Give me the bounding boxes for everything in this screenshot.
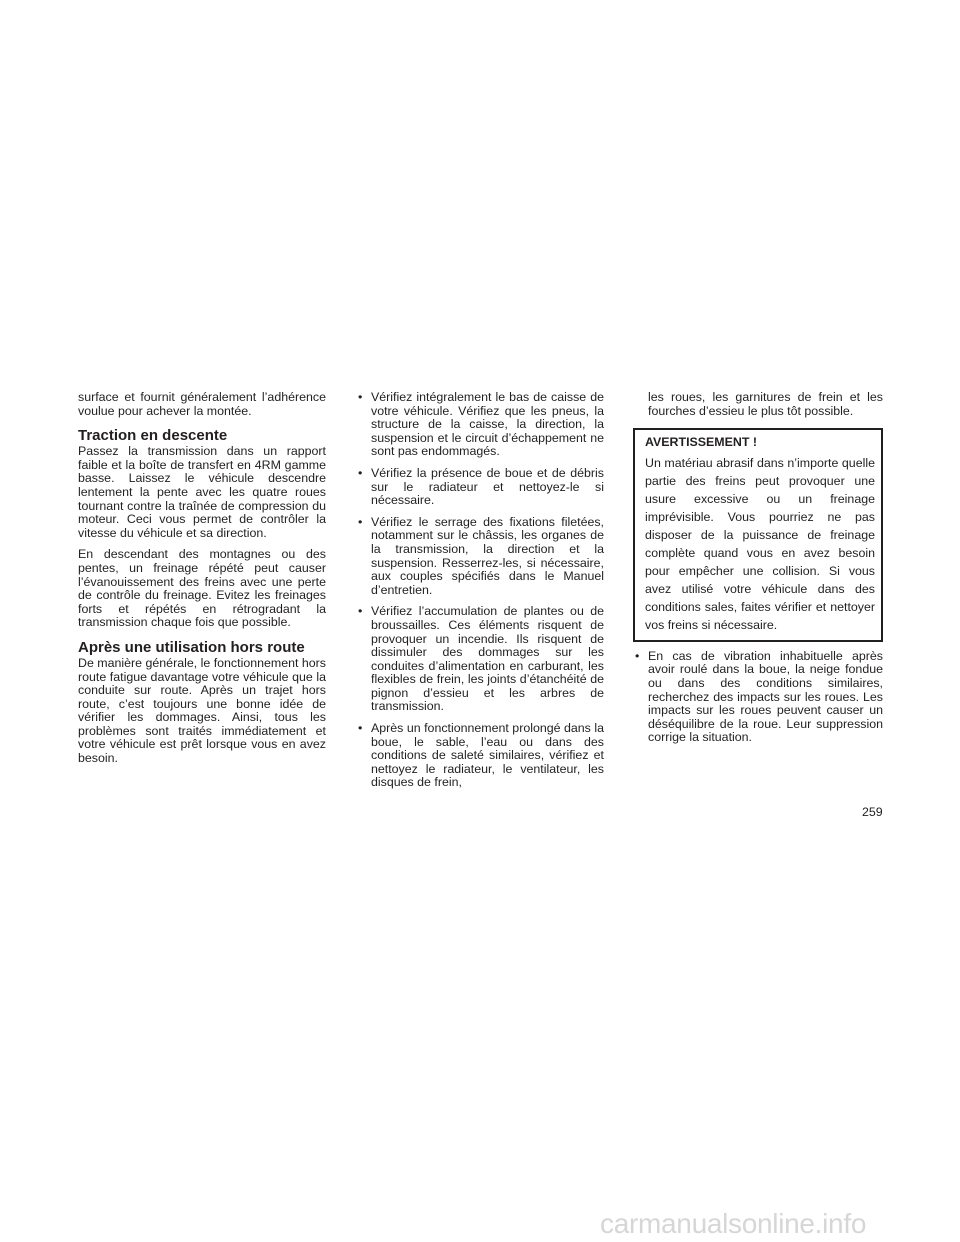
bullet-icon: • <box>358 514 363 529</box>
page-number: 259 <box>862 805 883 819</box>
heading-apres-hors-route: Après une utilisation hors route <box>78 638 305 656</box>
list-item <box>356 516 604 598</box>
bullet-icon: • <box>358 604 363 619</box>
list-item-text: Vérifiez la présence de boue et de débris sur le radiateur et nettoyez-le si nécessaire. <box>371 465 604 508</box>
bullet-list <box>633 650 883 745</box>
bullet-icon: • <box>358 390 363 404</box>
list-item-text: Vérifiez l’accumulation de plantes ou de broussailles. Ces éléments risquent de provoquer un incendie. Ils risquent de dissimuler des dommages sur les conduites d’alimentation en carburant, les flexibles de frein, les joints d’étanchéité de pignon d’essieu et les arbres de transmission. <box>371 604 604 714</box>
paragraph: En descendant des montagnes ou des pentes, un freinage répété peut causer l’évanouissement des freins avec une perte de contrôle du freinage. Evitez les freinages forts et répétés en rétrogradant la transmission chaque fois que possible. <box>78 547 326 630</box>
column-left <box>78 391 326 774</box>
intro-paragraph: surface et fournit généralement l’adhérence voulue pour achever la montée. <box>78 390 326 418</box>
list-item <box>356 722 604 790</box>
list-item <box>356 391 604 459</box>
list-item-text: Vérifiez intégralement le bas de caisse de votre véhicule. Vérifiez que les pneus, la structure de la caisse, la direction, la suspension et le circuit d’échappement ne sont pas endommagés. <box>371 390 604 459</box>
list-item-text: En cas de vibration inhabituelle après avoir roulé dans la boue, la neige fondue ou dans des conditions similaires, recherchez des impacts sur les roues. Les impacts sur les roues peuvent causer un déséquilibre de la roue. Leur suppression corrige la situation. <box>648 648 883 745</box>
bullet-icon: • <box>358 721 363 736</box>
warning-box <box>633 428 883 642</box>
paragraph: Passez la transmission dans un rapport faible et la boîte de transfert en 4RM gamme basse. Laissez le véhicule descendre lentement la pente avec les quatre roues tournant contre la traînée de compression du moteur. Ceci vous permet de contrôler la vitesse du véhicule et sa direction. <box>78 444 326 540</box>
heading-traction-descente: Traction en descente <box>78 427 228 445</box>
list-item <box>356 605 604 714</box>
list-item-text: Après un fonctionnement prolongé dans la boue, le sable, l’eau ou dans des conditions de saleté similaires, vérifiez et nettoyez le radiateur, le ventilateur, les disques de frein, <box>371 721 604 790</box>
warning-text: Un matériau abrasif dans n’importe quelle partie des freins peut provoquer une usure excessive ou un freinage imprévisible. Vous pourriez ne pas disposer de la puissance de freinage complète quand vous en avez besoin pour empêcher une collision. Si vous avez utilisé votre véhicule dans des conditions sales, faites vérifier et nettoyer vos freins si nécessaire. <box>645 455 875 632</box>
bullet-icon: • <box>635 648 640 663</box>
list-item <box>356 467 604 508</box>
bullet-icon: • <box>358 465 363 480</box>
paragraph: De manière générale, le fonctionnement hors route fatigue davantage votre véhicule que la conduite sur route. Après un trajet hors route, c’est toujours une bonne idée de vérifier les dommages. Ainsi, tous les problèmes sont traités immédiatement et votre véhicule est prêt lorsque vous en avez besoin. <box>78 655 326 766</box>
continuation-text: les roues, les garnitures de frein et les fourches d’essieu le plus tôt possible. <box>648 390 883 418</box>
column-right <box>633 391 883 753</box>
list-item <box>633 650 883 745</box>
bullet-list <box>356 391 604 790</box>
watermark: carmanualsonline.info <box>600 1208 867 1239</box>
list-item-text: Vérifiez le serrage des fixations filetées, notamment sur le châssis, les organes de la transmission, la direction et la suspension. Resserrez-les, si nécessaire, aux couples spécifiés dans le Manuel d’entretien. <box>371 514 604 597</box>
column-middle <box>356 391 604 798</box>
warning-title: AVERTISSEMENT ! <box>645 435 757 450</box>
